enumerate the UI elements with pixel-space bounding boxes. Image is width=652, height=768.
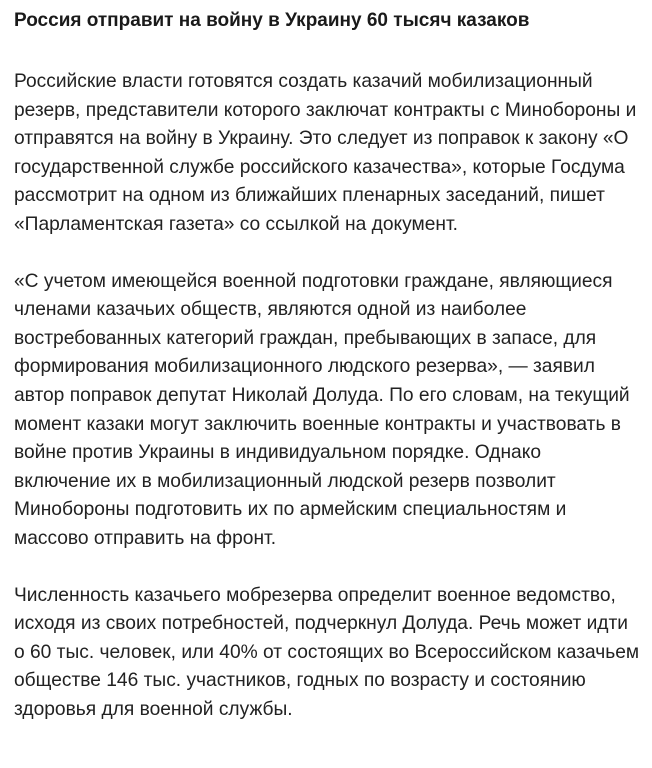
post-paragraph-2: «С учетом имеющейся военной подготовки граждане, являющиеся членами казачьих обществ, являются одной из наиболее востребованных категорий граждан, пребывающих в запасе, для формирования мобилизационного людского резерва», — заявил автор поправок депутат Николай Долуда. По его словам, на текущий момент казаки могут заключить военные контракты и участвовать в войне против Украины в индивидуальном порядке. Однако включение их в мобилизационный людской резерв позволит Минобороны подготовить их по армейским специальностям и массово отправить на фронт.	[14, 270, 630, 549]
post-headline: Россия отправит на войну в Украину 60 тысяч казаков	[14, 10, 530, 31]
post-paragraph-3: Численность казачьего мобрезерва определит военное ведомство, исходя из своих потребностей, подчеркнул Долуда. Речь может идти о 60 тыс. человек, или 40% от состоящих во Всероссийском казачьем обществе 146 тыс. участников, годных по возрасту и состоянию здоровья для военной службы.	[14, 584, 640, 720]
news-post	[14, 8, 642, 752]
post-paragraph-1: Российские власти готовятся создать казачий мобилизационный резерв, представители которого заключат контракты с Минобороны и отправятся на войну в Украину. Это следует из поправок к закону «О государственной службе российского казачества», которые Госдума рассмотрит на одном из ближайших пленарных заседаний, пишет «Парламентская газета» со ссылкой на документ.	[14, 71, 637, 235]
